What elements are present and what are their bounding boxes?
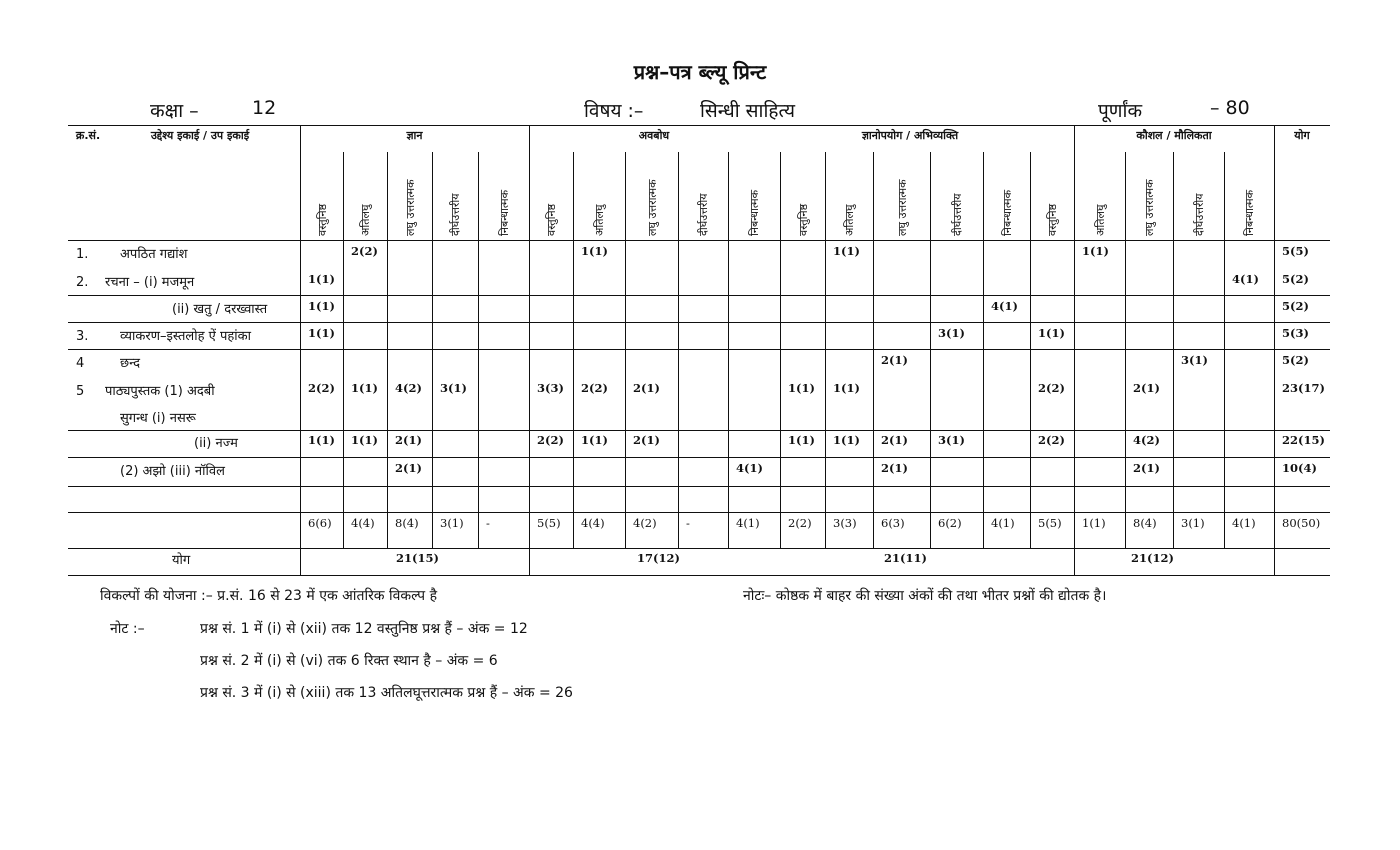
subcol-header: निबन्धात्मक: [748, 189, 761, 236]
row-total: 5(5): [1282, 244, 1309, 258]
table-cell: 1(1): [351, 381, 378, 395]
table-cell: 2(1): [395, 461, 422, 475]
column-total: 3(1): [440, 516, 464, 530]
row-number: 3.: [76, 329, 89, 344]
note-label: नोट :–: [110, 621, 145, 637]
subcol-header: अतिलघु: [593, 204, 606, 236]
row-divider: [68, 322, 1330, 323]
column-divider: [728, 152, 729, 548]
table-cell: 2(1): [881, 433, 908, 447]
column-total: 1(1): [1082, 516, 1106, 530]
row-total: 5(2): [1282, 272, 1309, 286]
table-cell: 3(1): [1181, 353, 1208, 367]
row-total: 10(4): [1282, 461, 1317, 475]
group-gyan-header: ज्ञान: [406, 129, 423, 142]
row-number: 2.: [76, 275, 89, 290]
column-total: 4(1): [1232, 516, 1256, 530]
table-cell: 2(1): [633, 433, 660, 447]
subcol-header: वस्तुनिष्ठ: [545, 203, 558, 236]
row-divider: [68, 295, 1330, 296]
row-label: (ii) नज्म: [194, 436, 238, 451]
table-cell: 1(1): [308, 326, 335, 340]
col-total-header: योग: [1294, 129, 1310, 142]
table-cell: 4(1): [991, 299, 1018, 313]
column-divider: [478, 152, 479, 548]
table-cell: 2(1): [395, 433, 422, 447]
subcol-header: वस्तुनिष्ठ: [315, 203, 329, 236]
column-total: 4(2): [633, 516, 657, 530]
table-cell: 1(1): [788, 433, 815, 447]
group-total: 21(11): [884, 551, 927, 565]
column-total: 6(3): [881, 516, 905, 530]
column-divider: [825, 152, 826, 548]
column-total: 2(2): [788, 516, 812, 530]
class-label: कक्षा –: [150, 100, 199, 122]
table-cell: 2(2): [1038, 433, 1065, 447]
row-label: (2) अझो (iii) नॉविल: [120, 464, 225, 479]
subject-label: विषय :–: [584, 100, 644, 122]
class-value: 12: [252, 97, 277, 119]
row-label: (ii) खतु / दरख्वास्त: [172, 302, 268, 317]
column-total: 5(5): [1038, 516, 1062, 530]
table-cell: 3(3): [537, 381, 564, 395]
subcol-header: निबन्धात्मक: [1000, 189, 1014, 236]
row-divider: [68, 430, 1330, 431]
subcol-header: दीर्घउत्तरीय: [950, 193, 964, 236]
table-cell: 4(2): [1133, 433, 1160, 447]
page-title: प्रश्न–पत्र ब्ल्यू प्रिन्ट: [633, 60, 767, 84]
column-divider: [1274, 125, 1275, 575]
table-cell: 2(2): [1038, 381, 1065, 395]
column-total: 8(4): [1133, 516, 1157, 530]
table-cell: 3(1): [938, 326, 965, 340]
group-total-label: योग: [172, 553, 191, 568]
column-divider: [529, 125, 530, 575]
table-cell: 1(1): [1082, 244, 1109, 258]
row-divider: [68, 349, 1330, 350]
column-divider: [387, 152, 388, 548]
row-label: व्याकरण–इस्तलोह ऐं पहांका: [120, 329, 251, 344]
subcol-header: लघु उत्तरात्मक: [895, 179, 909, 236]
subcol-header: अतिलघु: [843, 204, 856, 236]
table-cell: 1(1): [351, 433, 378, 447]
row-number: 1.: [76, 247, 89, 262]
bracket-note: नोटः– कोष्ठक में बाहर की संख्या अंकों की तथा भीतर प्रश्नों की द्योतक है।: [743, 588, 1107, 604]
marks-value: – 80: [1210, 97, 1250, 119]
column-divider: [1224, 152, 1225, 548]
column-divider: [873, 152, 874, 548]
table-cell: 2(1): [881, 353, 908, 367]
row-divider: [68, 125, 1330, 126]
subject-value: सिन्धी साहित्य: [700, 100, 795, 122]
column-divider: [343, 152, 344, 548]
column-divider: [573, 152, 574, 548]
column-divider: [625, 152, 626, 548]
subcol-header: वस्तुनिष्ठ: [796, 203, 810, 236]
column-total: -: [486, 516, 490, 530]
options-note: विकल्पों की योजना :– प्र.सं. 16 से 23 में एक आंतरिक विकल्प है: [100, 588, 438, 604]
subcol-header: दीर्घउत्तरीय: [449, 193, 462, 236]
row-divider: [68, 240, 1330, 241]
column-divider: [780, 152, 781, 548]
column-total: 6(6): [308, 516, 332, 530]
table-cell: 1(1): [833, 244, 860, 258]
note-line-3: प्रश्न सं. 3 में (i) से (xiii) तक 13 अतिलघूत्तरात्मक प्रश्न हैं – अंक = 26: [200, 685, 573, 701]
table-cell: 4(1): [736, 461, 763, 475]
col-unit-header: उद्देश्य इकाई / उप इकाई: [150, 129, 250, 142]
table-cell: 1(1): [833, 433, 860, 447]
row-label: अपठित गद्यांश: [120, 247, 188, 262]
column-divider: [1030, 152, 1031, 548]
row-number: 4: [76, 356, 85, 371]
table-cell: 1(1): [581, 244, 608, 258]
subcol-header: निबन्धात्मक: [1243, 189, 1256, 236]
row-label: पाठ्यपुस्तक (1) अदबी: [105, 384, 215, 399]
table-cell: 1(1): [308, 272, 335, 286]
subcol-header: अतिलघु: [1093, 204, 1107, 236]
table-cell: 1(1): [308, 299, 335, 313]
column-total: 4(4): [581, 516, 605, 530]
subcol-header: लघु उत्तरात्मक: [645, 179, 659, 236]
row-total: 22(15): [1282, 433, 1325, 447]
table-cell: 2(2): [351, 244, 378, 258]
row-divider: [68, 575, 1330, 576]
column-divider: [983, 152, 984, 548]
subcol-header: लघु उत्तरात्मक: [1143, 179, 1156, 236]
subcol-header: दीर्घउत्तरीय: [697, 193, 710, 236]
col-sno-header: क्र.सं.: [75, 129, 101, 142]
column-total: 3(3): [833, 516, 857, 530]
marks-label: पूर्णांक: [1098, 100, 1143, 122]
table-cell: 2(1): [633, 381, 660, 395]
column-divider: [432, 152, 433, 548]
group-total: 21(12): [1131, 551, 1174, 565]
column-divider: [1125, 152, 1126, 548]
table-cell: 4(2): [395, 381, 422, 395]
row-divider: [68, 486, 1330, 487]
group-avbodh-header: अवबोध: [638, 129, 670, 142]
row-divider: [68, 512, 1330, 513]
row-divider: [68, 457, 1330, 458]
subheader-line: [300, 152, 1274, 153]
table-cell: 1(1): [833, 381, 860, 395]
table-cell: 1(1): [581, 433, 608, 447]
note-line-2: प्रश्न सं. 2 में (i) से (vi) तक 6 रिक्त स्थान है – अंक = 6: [200, 653, 498, 669]
column-divider: [930, 152, 931, 548]
column-total: 4(1): [991, 516, 1015, 530]
table-cell: 2(1): [881, 461, 908, 475]
table-cell: 3(1): [440, 381, 467, 395]
row-number: 5: [76, 384, 85, 399]
column-divider: [678, 152, 679, 548]
row-total: 23(17): [1282, 381, 1325, 395]
table-cell: 2(2): [581, 381, 608, 395]
table-cell: 2(1): [1133, 381, 1160, 395]
group-total: 17(12): [637, 551, 680, 565]
subcol-header: निबन्धात्मक: [497, 189, 511, 236]
table-cell: 1(1): [788, 381, 815, 395]
subcol-header: दीर्घउत्तरीय: [1192, 193, 1206, 236]
subcol-header: अतिलघु: [359, 204, 372, 236]
column-divider: [1074, 125, 1075, 575]
row-label-2: सुगन्ध (i) नसरू: [120, 411, 196, 426]
column-total: 4(1): [736, 516, 760, 530]
column-total: 5(5): [537, 516, 561, 530]
row-label: छन्द: [120, 356, 141, 371]
group-kaushal-header: कौशल / मौलिकता: [1136, 129, 1212, 142]
row-divider: [68, 548, 1330, 549]
column-divider: [1173, 152, 1174, 548]
row-total: 5(2): [1282, 299, 1309, 313]
table-cell: 1(1): [308, 433, 335, 447]
column-total: -: [686, 516, 690, 530]
grand-total: 80(50): [1282, 516, 1321, 530]
column-total: 4(4): [351, 516, 375, 530]
column-total: 3(1): [1181, 516, 1205, 530]
subcol-header: वस्तुनिष्ठ: [1046, 203, 1059, 236]
table-cell: 2(1): [1133, 461, 1160, 475]
row-total: 5(3): [1282, 326, 1309, 340]
table-cell: 3(1): [938, 433, 965, 447]
table-cell: 2(2): [308, 381, 335, 395]
table-cell: 1(1): [1038, 326, 1065, 340]
table-cell: 4(1): [1232, 272, 1259, 286]
table-cell: 2(2): [537, 433, 564, 447]
column-divider: [300, 125, 301, 575]
subcol-header: लघु उत्तरात्मक: [403, 179, 417, 236]
column-total: 8(4): [395, 516, 419, 530]
group-total: 21(15): [396, 551, 439, 565]
row-label: रचना – (i) मजमून: [105, 275, 195, 290]
column-total: 6(2): [938, 516, 962, 530]
group-gyanopyog-header: ज्ञानोपयोग / अभिव्यक्ति: [861, 129, 959, 142]
row-total: 5(2): [1282, 353, 1309, 367]
note-line-1: प्रश्न सं. 1 में (i) से (xii) तक 12 वस्तुनिष्ठ प्रश्न हैं – अंक = 12: [200, 621, 528, 637]
